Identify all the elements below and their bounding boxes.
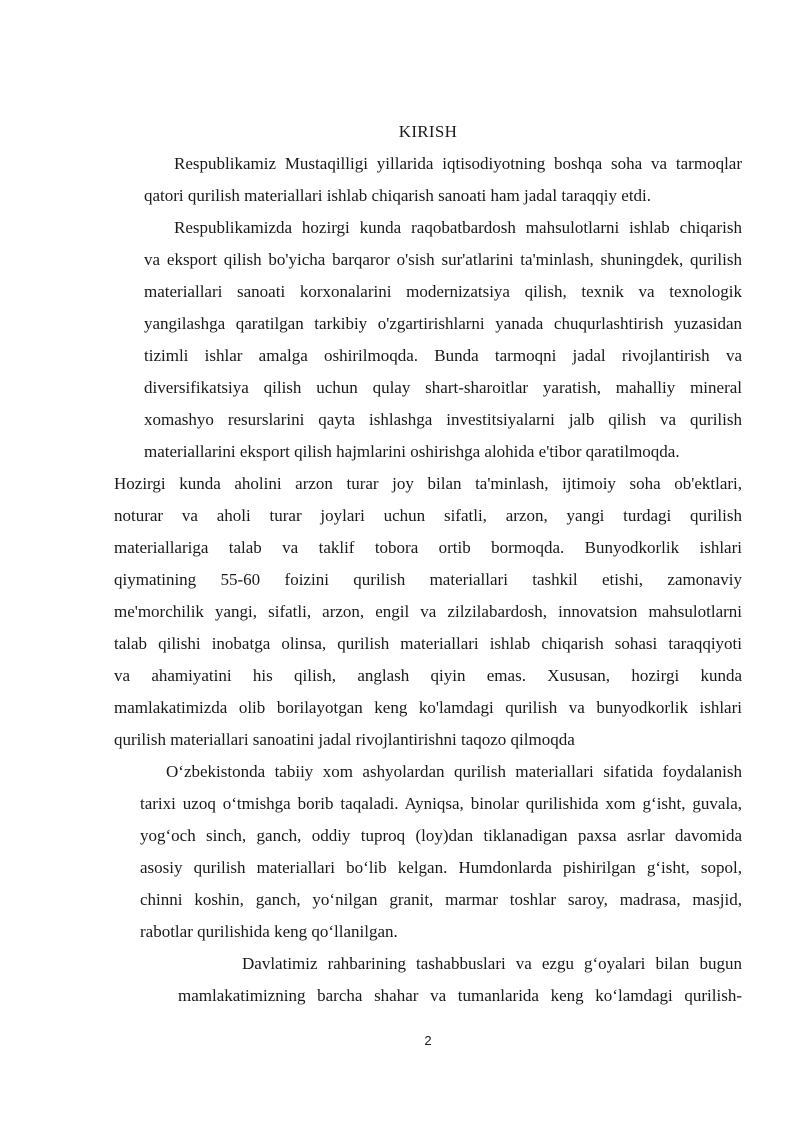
paragraph-2 — [114, 212, 742, 468]
text-line: xomashyo resurslarini qayta ishlashga investitsiyalarni jalb qilish va qurilish — [144, 410, 742, 429]
text-line: yangilashga qaratilgan tarkibiy o'zgartirishlarni yanada chuqurlashtirish yuzasidan — [144, 314, 742, 333]
text-line: mamlakatimizning barcha shahar va tumanlarida keng ko‘lamdagi qurilish- — [178, 986, 742, 1005]
text-line: tizimli ishlar amalga oshirilmoqda. Bunda tarmoqni jadal rivojlantirish va — [144, 346, 742, 365]
text-line: materiallarini eksport qilish hajmlarini oshirishga alohida e'tibor qaratilmoqda. — [144, 442, 680, 461]
page-title: KIRISH — [398, 122, 458, 141]
text-line: asosiy qurilish materiallari bo‘lib kelgan. Humdonlarda pishirilgan g‘isht, sopol, — [140, 858, 742, 877]
text-line: talab qilishi inobatga olinsa, qurilish materiallari ishlab chiqarish sohasi taraqqiyoti — [114, 634, 742, 653]
text-line: Respublikamiz Mustaqilligi yillarida iqtisodiyotning boshqa soha va tarmoqlar — [174, 154, 742, 173]
text-line: yog‘och sinch, ganch, oddiy tuproq (loy)dan tiklanadigan paxsa asrlar davomida — [140, 826, 742, 845]
text-line: qatori qurilish materiallari ishlab chiqarish sanoati ham jadal taraqqiy etdi. — [144, 186, 652, 205]
text-line: chinni koshin, ganch, yo‘nilgan granit, marmar toshlar saroy, madrasa, masjid, — [140, 890, 742, 909]
text-line: va eksport qilish bo'yicha barqaror o'sish sur'atlarini ta'minlash, shuningdek, qurilish — [144, 250, 742, 269]
text-line: tarixi uzoq o‘tmishga borib taqaladi. Ayniqsa, binolar qurilishida xom g‘isht, guvala, — [140, 794, 742, 813]
text-line: Respublikamizda hozirgi kunda raqobatbardosh mahsulotlarni ishlab chiqarish — [174, 218, 742, 237]
text-line: materiallariga talab va taklif tobora ortib bormoqda. Bunyodkorlik ishlari — [114, 538, 742, 557]
paragraph-4 — [114, 756, 742, 948]
paragraph-1 — [114, 148, 742, 212]
text-line: materiallari sanoati korxonalarini modernizatsiya qilish, texnik va texnologik — [144, 282, 742, 301]
text-line: qiymatining 55-60 foizini qurilish materiallari tashkil etishi, zamonaviy — [114, 570, 742, 589]
text-line: va ahamiyatini his qilish, anglash qiyin emas. Xususan, hozirgi kunda — [114, 666, 742, 685]
paragraph-5 — [114, 948, 742, 1012]
body-text — [114, 148, 742, 1012]
text-line: O‘zbekistonda tabiiy xom ashyolardan qurilish materiallari sifatida foydalanish — [166, 762, 742, 781]
paragraph-3 — [114, 468, 742, 756]
text-line: rabotlar qurilishida keng qo‘llanilgan. — [140, 922, 398, 941]
text-line: noturar va aholi turar joylari uchun sifatli, arzon, yangi turdagi qurilish — [114, 506, 742, 525]
page-number: 2 — [424, 1033, 432, 1048]
text-line: Davlatimiz rahbarining tashabbuslari va ezgu g‘oyalari bilan bugun — [242, 954, 742, 973]
text-line: qurilish materiallari sanoatini jadal rivojlantirishni taqozo qilmoqda — [114, 730, 575, 749]
text-line: mamlakatimizda olib borilayotgan keng ko'lamdagi qurilish va bunyodkorlik ishlari — [114, 698, 742, 717]
text-line: diversifikatsiya qilish uchun qulay shart-sharoitlar yaratish, mahalliy mineral — [144, 378, 742, 397]
text-line: Hozirgi kunda aholini arzon turar joy bilan ta'minlash, ijtimoiy soha ob'ektlari, — [114, 474, 742, 493]
text-line: me'morchilik yangi, sifatli, arzon, engil va zilzilabardosh, innovatsion mahsulotlarni — [114, 602, 742, 621]
